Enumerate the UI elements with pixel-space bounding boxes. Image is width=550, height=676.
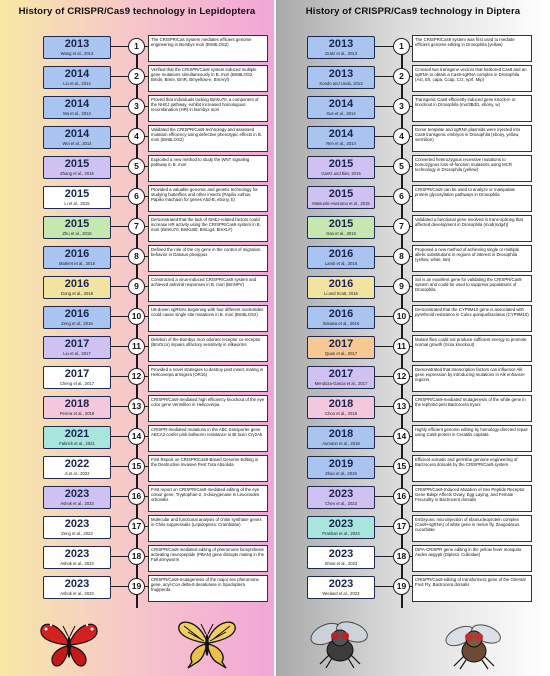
description: Sxl is an excellent gene for validating the CRISPR/Cas9 system and could be used to suppress populations of Drosophila <box>412 275 532 302</box>
lepidoptera-panel <box>0 0 274 676</box>
step-number: 14 <box>393 428 410 445</box>
connector <box>111 556 128 557</box>
year-box <box>307 216 375 239</box>
connector <box>111 286 128 287</box>
description: The CRISPR/Cas System mediates efficient genome engineering in Bombyx mori (BmBLOS2) <box>148 35 268 62</box>
citation: Matsuoki-Asazuma et al., 2015 <box>312 201 370 206</box>
description: First report on CRISPR/Cas9 mediated editing of the eye colour gene, Tryptophan-2, 3-dioxygenase in Leucinodes orbonalis <box>148 485 268 512</box>
step-number: 8 <box>128 248 145 265</box>
timeline-entry <box>0 245 274 275</box>
connector <box>111 106 128 107</box>
citation: Li et al., 2015 <box>64 201 90 206</box>
connector <box>375 316 393 317</box>
timeline-entry <box>276 485 550 515</box>
year-box <box>307 396 375 419</box>
citation: Xue et al., 2014 <box>326 111 356 116</box>
timeline-entry <box>276 95 550 125</box>
citation: Cheng et al., 2017 <box>59 381 95 386</box>
timeline-entry <box>276 155 550 185</box>
citation: Ma et al., 2014 <box>63 111 91 116</box>
timeline-entry <box>276 515 550 545</box>
butterfly-swallowtail-icon <box>174 616 240 670</box>
connector <box>111 496 128 497</box>
connector <box>375 496 393 497</box>
citation: Choo et al., 2018 <box>325 411 357 416</box>
step-number: 12 <box>128 368 145 385</box>
year-label: 2018 <box>328 428 354 440</box>
year-box <box>43 366 111 389</box>
year-label: 2016 <box>328 248 354 260</box>
connector <box>375 136 393 137</box>
citation: Liu et al., 2014 <box>63 81 91 86</box>
year-box <box>43 126 111 149</box>
step-number: 9 <box>128 278 145 295</box>
year-box <box>307 546 375 569</box>
timeline-entry <box>276 275 550 305</box>
connector <box>111 466 128 467</box>
description: Exploited a new method to study the WNT signaling pathway in B. mori <box>148 155 268 182</box>
connector <box>111 526 128 527</box>
citation: Wang et al., 2013 <box>60 51 94 56</box>
description: CRISPR/Cas9 can be used to analyze or manipulate protein glycosylation pathways in Drosophila <box>412 185 532 212</box>
year-label: 2015 <box>64 218 90 230</box>
year-box <box>307 426 375 449</box>
citation: Dong et al., 2016 <box>61 291 93 296</box>
step-number: 1 <box>128 38 145 55</box>
connector <box>375 406 393 407</box>
connector <box>111 46 128 47</box>
connector <box>111 136 128 137</box>
year-box <box>307 486 375 509</box>
description: Verified that the CRISPR/Cas9 system induced multiple gene mutations simultaneously in B. mori (BmBLOS2, Bmdn, Bmre, BmR, Bmyellow-e, BmAryl) <box>148 65 268 92</box>
timeline-entry <box>0 575 274 605</box>
connector <box>375 346 393 347</box>
description: Demonstrated that transcription factors can influence Alk gene expression by introducing mutations in Alk enhancer regions. <box>412 365 532 392</box>
year-label: 2023 <box>328 548 354 560</box>
timeline-entry <box>0 65 274 95</box>
step-number: 11 <box>128 338 145 355</box>
timeline-entry <box>0 95 274 125</box>
description: CRISPR/Cas9-mediated mutagenesis of the white gene in the tephritid pest Bactrocera tryoni <box>412 395 532 422</box>
description: Donor template and sgRNA plasmids were injected into Cas9 transgenic embryos in Drosophila (ebony, yellow, vermilion) <box>412 125 532 152</box>
timeline-entry <box>276 545 550 575</box>
year-box <box>307 126 375 149</box>
year-label: 2014 <box>328 128 354 140</box>
step-number: 17 <box>393 518 410 535</box>
year-box <box>43 576 111 599</box>
timeline-entry <box>0 425 274 455</box>
connector <box>375 556 393 557</box>
connector <box>375 226 393 227</box>
timeline-entry <box>0 305 274 335</box>
citation: Itokawa et al., 2016 <box>322 321 360 326</box>
step-number: 3 <box>128 98 145 115</box>
year-label: 2014 <box>64 98 90 110</box>
description: Demonstrated that the lack of NHEJ-related factors could increase HR activity using the CRISPR/Cas9 system in B. mori (BmKu70, BmKu80, BmLig4, BmXLF) <box>148 215 268 242</box>
step-number: 10 <box>128 308 145 325</box>
year-box <box>307 516 375 539</box>
year-label: 2013 <box>328 68 354 80</box>
step-number: 2 <box>393 68 410 85</box>
citation: Shirai et al., 2023 <box>324 561 358 566</box>
year-label: 2017 <box>328 338 354 350</box>
year-label: 2023 <box>328 518 354 530</box>
connector <box>375 376 393 377</box>
year-box <box>307 186 375 209</box>
connector <box>375 76 393 77</box>
description: The CRISPR/Cas9 system was first used to mediate efficient genome editing in Drosophila (yellow) <box>412 35 532 62</box>
year-label: 2022 <box>64 458 90 470</box>
lepidoptera-title: History of CRISPR/Cas9 technology in Lepidoptera <box>18 6 256 17</box>
timeline-entry <box>276 125 550 155</box>
timeline-entry <box>276 425 550 455</box>
description: CRISPR/Cas9 mediated high efficiency knockout of the eye color gene Vermillion in Helicoverpa <box>148 395 268 422</box>
description: Demonstrated that the CYP9M10 gene is associated with pyrethroid resistance in Culex quinquefasciatus (CYP9M10) <box>412 305 532 332</box>
step-number: 1 <box>393 38 410 55</box>
year-label: 2023 <box>64 548 90 560</box>
year-label: 2016 <box>64 308 90 320</box>
citation: Wieland et al., 2023 <box>322 591 360 596</box>
step-number: 14 <box>128 428 145 445</box>
step-number: 18 <box>393 548 410 565</box>
step-number: 5 <box>393 158 410 175</box>
year-label: 2019 <box>328 458 354 470</box>
description: Validated the CRISPR/Cas9 technology and assessed mutation efficiency using defective phenotypic effects in B. mori (BmBLOS2) <box>148 125 268 152</box>
step-number: 15 <box>128 458 145 475</box>
step-number: 7 <box>393 218 410 235</box>
year-box <box>307 456 375 479</box>
step-number: 6 <box>128 188 145 205</box>
step-number: 11 <box>393 338 410 355</box>
connector <box>375 46 393 47</box>
description: Deletion of the Bombyx mori odorant receptor co-receptor (BmOrco) impairs olfactory sensitivity in silkworms <box>148 335 268 362</box>
description: Embryonic microinjection of ribonucleoprotein complex (Cas9+sgRNA) of white gene in melon fly, Zeugodacus cucurbitae <box>412 515 532 542</box>
connector <box>375 586 393 587</box>
fly-orange-icon <box>442 616 506 670</box>
year-label: 2023 <box>64 488 90 500</box>
year-label: 2018 <box>328 398 354 410</box>
year-box <box>307 366 375 389</box>
citation: Aumann et al., 2018 <box>322 441 360 446</box>
citation: Prashan et al., 2023 <box>322 531 360 536</box>
year-box <box>43 246 111 269</box>
year-box <box>43 216 111 239</box>
description: Transgenic Cas9 efficiently induced gene knock-in or knockout in Drosophila (mo/3Bdl1, ebony, w) <box>412 95 532 122</box>
year-box <box>43 306 111 329</box>
step-number: 5 <box>128 158 145 175</box>
citation: Ji et al., 2022 <box>64 471 90 476</box>
connector <box>375 106 393 107</box>
year-label: 2018 <box>64 398 90 410</box>
description: Constructed a virus-induced CRISPR/Cas9 system and achieved antiviral responses in B. mori (BmNPV) <box>148 275 268 302</box>
step-number: 19 <box>393 578 410 595</box>
connector <box>375 256 393 257</box>
timeline-entry <box>0 335 274 365</box>
timeline-entry <box>276 65 550 95</box>
timeline-entry <box>0 185 274 215</box>
timeline-entry <box>276 215 550 245</box>
year-label: 2013 <box>64 38 90 50</box>
year-label: 2016 <box>328 278 354 290</box>
description: CRISPR/Cas9-mutagenesis of the major sex pheromone gene, acyl-CoA delta-9 desaturase in Spodoptera frugiperda <box>148 575 268 602</box>
step-number: 6 <box>393 188 410 205</box>
year-label: 2016 <box>328 308 354 320</box>
year-box <box>307 306 375 329</box>
citation: Lamb et al., 2016 <box>324 261 358 266</box>
step-number: 10 <box>393 308 410 325</box>
year-box <box>307 576 375 599</box>
connector <box>111 346 128 347</box>
connector <box>111 196 128 197</box>
year-box <box>43 486 111 509</box>
citation: Perera et al., 2018 <box>59 411 95 416</box>
year-box <box>307 246 375 269</box>
year-box <box>307 66 375 89</box>
step-number: 17 <box>128 518 145 535</box>
citation: Kondo and Ueda, 2013 <box>319 81 363 86</box>
description: Mutant flies could not produce sufficient energy to promote normal growth (Scsa knockout) <box>412 335 532 362</box>
description: Molecular and functional analysis of chitin synthase genes in Chilo suppressalis (Lepidoptera: Crambidae) <box>148 515 268 542</box>
step-number: 3 <box>393 98 410 115</box>
year-box <box>43 456 111 479</box>
timeline-entry <box>276 335 550 365</box>
year-box <box>307 276 375 299</box>
year-label: 2014 <box>328 98 354 110</box>
step-number: 8 <box>393 248 410 265</box>
citation: Liu et al., 2017 <box>63 351 91 356</box>
year-label: 2016 <box>64 278 90 290</box>
step-number: 16 <box>128 488 145 505</box>
timeline-entry <box>0 545 274 575</box>
year-box <box>43 96 111 119</box>
connector <box>375 466 393 467</box>
year-label: 2017 <box>64 338 90 350</box>
timeline-entry <box>276 365 550 395</box>
description: First Report on CRISPR/Cas9-Based Genome Editing in the Destructive Invasive Pest Tuta Absoluta <box>148 455 268 482</box>
connector <box>111 586 128 587</box>
diptera-title: History of CRISPR/Cas9 technology in Diptera <box>305 6 521 17</box>
connector <box>111 256 128 257</box>
connector <box>375 286 393 287</box>
year-box <box>43 426 111 449</box>
description: Validated a functional gene involved in trans-splicing that affected development in Drosophila (mod(mdg4)) <box>412 215 532 242</box>
citation: Li and Scott, 2016 <box>324 291 358 296</box>
connector <box>111 316 128 317</box>
connector <box>375 436 393 437</box>
description: Efficient somatic and germline genome engineering of Bactrocera dorsalis by the CRISPR/Cas9 system <box>412 455 532 482</box>
year-box <box>43 36 111 59</box>
year-label: 2015 <box>328 158 354 170</box>
description: CRISPR/Cas9-Induced Mutation of Sex Peptide Receptor Gene Bdspr Affects Ovary, Egg Laying, and Female Fecundity in Bactrocera dorsalis <box>412 485 532 512</box>
description: DIPA-CRISPR gene editing in the yellow fever mosquito Aedes aegypti (Diptera: Culicidae) <box>412 545 532 572</box>
timeline-entry <box>0 155 274 185</box>
step-number: 9 <box>393 278 410 295</box>
year-label: 2021 <box>64 428 90 440</box>
citation: Zhao et al., 2019 <box>325 471 357 476</box>
year-label: 2017 <box>328 368 354 380</box>
timeline-entry <box>276 395 550 425</box>
step-number: 7 <box>128 218 145 235</box>
butterfly-red-icon <box>38 618 100 670</box>
timeline-entry <box>0 35 274 65</box>
timeline-entry <box>0 215 274 245</box>
citation: Gantz and Bier, 2015 <box>321 171 361 176</box>
citation: Ashok et al., 2023 <box>60 501 94 506</box>
year-label: 2023 <box>64 578 90 590</box>
year-box <box>307 156 375 179</box>
connector <box>375 166 393 167</box>
timeline-entry <box>0 485 274 515</box>
year-label: 2015 <box>64 158 90 170</box>
citation: Ashok et al., 2023 <box>60 561 94 566</box>
citation: Wei et al., 2014 <box>62 141 92 146</box>
year-box <box>43 546 111 569</box>
year-label: 2023 <box>64 518 90 530</box>
year-box <box>43 276 111 299</box>
citation: Zhu et al., 2015 <box>62 231 92 236</box>
timeline-entry <box>276 305 550 335</box>
step-number: 4 <box>128 128 145 145</box>
timeline-entry <box>0 125 274 155</box>
connector <box>375 196 393 197</box>
step-number: 12 <box>393 368 410 385</box>
timeline-entry <box>0 365 274 395</box>
year-label: 2014 <box>64 68 90 80</box>
citation: Zhang et al., 2015 <box>60 171 94 176</box>
step-number: 16 <box>393 488 410 505</box>
timeline-entry <box>0 275 274 305</box>
description: Converted heterozygous recessive mutations to homozygous loss-of-function mutations using MCR technology in Drosophila (yellow) <box>412 155 532 182</box>
timeline-entry <box>276 185 550 215</box>
description: CRISPR/Cas9 editing of transformer2 gene of the Oriental Fruit Fly, Bactrocera dorsalis <box>412 575 532 602</box>
connector <box>111 376 128 377</box>
description: Proposed a new method of achieving single or multiple allelic substitutions in regions of interest in Drosophila (yellow, white, tan) <box>412 245 532 272</box>
year-box <box>43 66 111 89</box>
description: U6-driven sgRNAs beginning with four different nucleotides could cause single site mutations in B. mori (BmBLOS2) <box>148 305 268 332</box>
description: CRISPR-mediated mutations in the ABC transporter gene ABCA2 confer pink bollworm resistance to Bt toxin Cry2Ab <box>148 425 268 452</box>
description: Defined the role of the cry gene in the control of migration behavior in Danaus plexippus <box>148 245 268 272</box>
diptera-panel <box>276 0 550 676</box>
description: Provided a novel strategies to destroy pest insect mating in Helicoverpa armigera (OR16) <box>148 365 268 392</box>
description: Crossed two transgene vectors that harbored Cas9 and an sgRNA to obtain a Cas9-sgRNA complex in Drosophila (Ast, Eh, capa, Ccap, Crz, nprf, Mip) <box>412 65 532 92</box>
year-label: 2014 <box>64 128 90 140</box>
connector <box>111 76 128 77</box>
step-number: 15 <box>393 458 410 475</box>
citation: Quan et al., 2017 <box>324 351 358 356</box>
connector <box>111 406 128 407</box>
year-label: 2017 <box>64 368 90 380</box>
connector <box>375 526 393 527</box>
timeline-entry <box>276 455 550 485</box>
citation: Mendoza-Garcia et al., 2017 <box>314 381 368 386</box>
timeline-entry <box>276 245 550 275</box>
step-number: 4 <box>393 128 410 145</box>
step-number: 19 <box>128 578 145 595</box>
timeline-entry <box>0 455 274 485</box>
year-box <box>43 336 111 359</box>
year-box <box>307 96 375 119</box>
citation: Gratz et al., 2013 <box>324 51 358 56</box>
year-label: 2015 <box>328 218 354 230</box>
citation: Fabrick et al., 2021 <box>59 441 95 446</box>
year-box <box>43 396 111 419</box>
year-label: 2023 <box>328 578 354 590</box>
description: Provided a valuable genomic and genetic technology for studying butterflies and other insects (Papilio xuthus, Papilio machaon for genes Abd-B, ebony, b) <box>148 185 268 212</box>
citation: Gao et al., 2015 <box>326 231 356 236</box>
citation: Chen et al., 2023 <box>325 501 357 506</box>
year-box <box>43 156 111 179</box>
year-label: 2015 <box>328 188 354 200</box>
year-box <box>43 186 111 209</box>
year-box <box>43 516 111 539</box>
description: CRISPR/Cas9 mediated editing of pheromone biosynthesis activating neuropeptide (PBAN) gene disrupts mating in the Fall armyworm <box>148 545 268 572</box>
citation: Ashok et al., 2023 <box>60 591 94 596</box>
timeline-entry <box>276 35 550 65</box>
citation: Ren et al., 2014 <box>326 141 356 146</box>
year-label: 2016 <box>64 248 90 260</box>
year-box <box>307 336 375 359</box>
description: Proved that individuals lacking BmKu70, a component of the NHEJ pathway, exhibit increased homologous recombination (HR) in Bombyx mori <box>148 95 268 122</box>
connector <box>111 166 128 167</box>
timeline-entry <box>0 515 274 545</box>
step-number: 2 <box>128 68 145 85</box>
description: Highly efficient genome editing by homology-directed repair using Cas9 protein in Ceratitis capitata <box>412 425 532 452</box>
fly-gray-icon <box>306 614 374 670</box>
step-number: 18 <box>128 548 145 565</box>
year-label: 2013 <box>328 38 354 50</box>
connector <box>111 436 128 437</box>
citation: Zeng et al., 2023 <box>61 531 93 536</box>
step-number: 13 <box>128 398 145 415</box>
year-label: 2015 <box>64 188 90 200</box>
citation: Zeng et al., 2016 <box>61 321 93 326</box>
timeline-entry <box>276 575 550 605</box>
connector <box>111 226 128 227</box>
citation: Markert et al., 2016 <box>58 261 96 266</box>
year-label: 2023 <box>328 488 354 500</box>
timeline-entry <box>0 395 274 425</box>
step-number: 13 <box>393 398 410 415</box>
year-box <box>307 36 375 59</box>
